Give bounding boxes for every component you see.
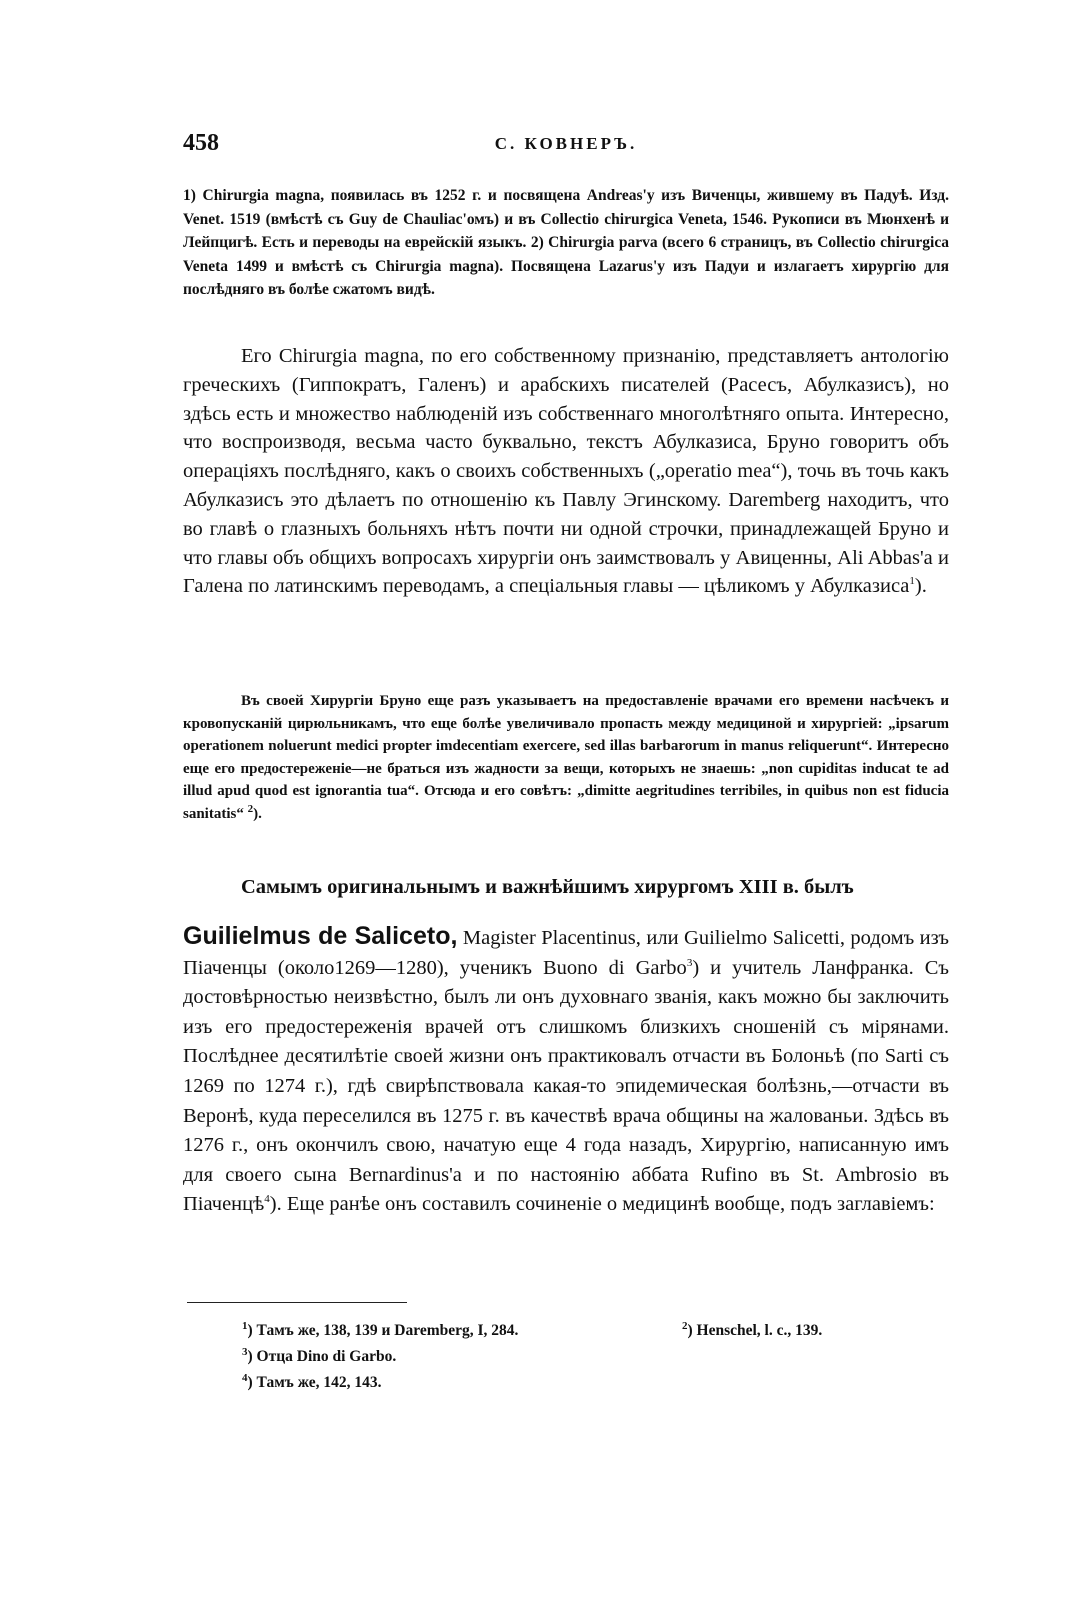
footnote-divider (187, 1302, 407, 1303)
middle-note-end: ). (253, 805, 262, 822)
footnote-4-mark: 4 (242, 1371, 248, 1384)
paragraph-1 (183, 342, 949, 601)
footnote-ref-4: 4 (264, 1193, 270, 1206)
footnote-2-mark: 2 (682, 1319, 688, 1332)
page-number: 458 (183, 130, 219, 156)
footnote-1-text: ) Тамъ же, 138, 139 и Daremberg, I, 284. (247, 1322, 519, 1339)
footnote-ref-3: 3 (686, 956, 693, 969)
footnote-1-mark: 1 (242, 1319, 248, 1332)
paragraph-1-end: ). (914, 575, 927, 598)
footnote-3-mark: 3 (242, 1345, 248, 1358)
footnotes (242, 1318, 942, 1396)
footnote-4 (242, 1370, 942, 1396)
footnote-ref-2: 2 (247, 802, 254, 815)
page-header (183, 130, 949, 160)
footnote-4-text: ) Тамъ же, 142, 143. (247, 1374, 382, 1391)
middle-note-text: Въ своей Хирургіи Бруно еще разъ указываетъ на предоставленіе врачами его времени насѣчекъ и кровопусканій цирюльникамъ, что еще болѣе увеличивало пропасть между медициной и хирургіей: „ipsarum operationem noluerunt medici propter imdecentiam exercere, sed illas barbarorum in manus reliquerunt“. Интересно еще его предостереженіе—не браться изъ жадности за вещи, которыхъ не знаешь: „non cupiditas inducat te ad illud apud quod est ignorantia tua“. Отсюда и его совѣтъ: „dimitte aegritudines terribiles, in quibus non est fiducia sanitatis“ (183, 693, 949, 822)
footnote-ref-1: 1 (909, 575, 915, 588)
footnote-row (242, 1318, 942, 1344)
middle-note (183, 690, 949, 825)
footnote-1 (242, 1318, 682, 1344)
paragraph-3-text-a: Magister Placentinus, или Guilielmo Salicetti, родомъ изъ Піаченцы (около1269—1280), ученикъ Buono di Garbo (183, 927, 950, 979)
running-head: С. КОВНЕРЪ. (494, 134, 638, 153)
paragraph-1-text: Его Chirurgia magna, по его собственному признанію, представляетъ антологію греческихъ (Гиппократъ, Галенъ) и арабскихъ писателей (Расесъ, Абулказисъ), но здѣсь есть и множество наблюденій изъ собственнаго многолѣтняго опыта. Интересно, что воспроизводя, весьма часто буквально, текстъ Абулказиса, Бруно говоритъ объ операціяхъ послѣдняго, какъ о своихъ собственныхъ („operatio mea“), точь въ точь какъ Абулказисъ это дѣлаетъ по отношенію къ Павлу Эгинскому. Daremberg находитъ, что во главѣ о глазныхъ больняхъ нѣтъ почти ни одной строчки, принадлежащей Бруно и что главы объ общихъ вопросахъ хирургіи онъ заимствовалъ у Авиценны, Ali Abbas'а и Галена по латинскимъ переводамъ, а спеціальныя главы — цѣликомъ у Абулказиса (183, 345, 949, 598)
paragraph-3-text-b: и учитель Ланфранка. Съ достовѣрностью неизвѣстно, былъ ли онъ духовнаго званія, какъ можно бы заключить изъ его предостереженія врачей отъ слишкомъ близкихъ сношеній съ мірянами. Послѣднее десятилѣтіе своей жизни онъ практиковалъ отчасти въ Болоньѣ (по Sarti съ 1269 по 1274 г.), гдѣ свирѣпствовала какая-то эпидемическая болѣзнь,—отчасти въ Веронѣ, куда переселился въ 1275 г. въ качествѣ врача общины на жалованьи. Здѣсь въ 1276 г., онъ окончилъ свою, начатую еще 4 года назадъ, Хирургію, написанную имъ для своего сына Bernardinus'а и по настоянію аббата Rufino въ St. Ambrosio въ Піаченцѣ (183, 956, 949, 1216)
paragraph-2: Самымъ оригинальнымъ и важнѣйшимъ хирургомъ XIII в. былъ (241, 876, 854, 898)
footnote-3 (242, 1344, 942, 1370)
paragraph-3-close-a: ) (692, 956, 700, 979)
footnote-2 (682, 1318, 822, 1344)
paragraph-3 (183, 922, 949, 1220)
author-name: Guilielmus de Saliceto, (183, 922, 458, 950)
footnote-3-text: ) Отца Dino di Garbo. (247, 1348, 397, 1365)
footnote-2-text: ) Henschel, l. c., 139. (687, 1322, 823, 1339)
paragraph-3-text-c: ). Еще ранѣе онъ составилъ сочиненіе о медицинѣ вообще, подъ заглавіемъ: (269, 1193, 935, 1216)
top-footnote-text: 1) Chirurgia magna, появилась въ 1252 г. и посвящена Andreas'у изъ Виченцы, жившему въ Падуѣ. Изд. Venet. 1519 (вмѣстѣ съ Guy de Chauliac'омъ) и въ Collectio chirurgica Veneta, 1546. Рукописи въ Мюнхенѣ и Лейпцигѣ. Есть и переводы на еврейскій языкъ. 2) Chirurgia parva (всего 6 страницъ, въ Collectio chirurgica Veneta 1499 и вмѣстѣ съ Chirurgia magna). Посвящена Lazarus'у изъ Падуи и излагаетъ хирургію для послѣдняго въ болѣе сжатомъ видѣ. (183, 187, 949, 298)
